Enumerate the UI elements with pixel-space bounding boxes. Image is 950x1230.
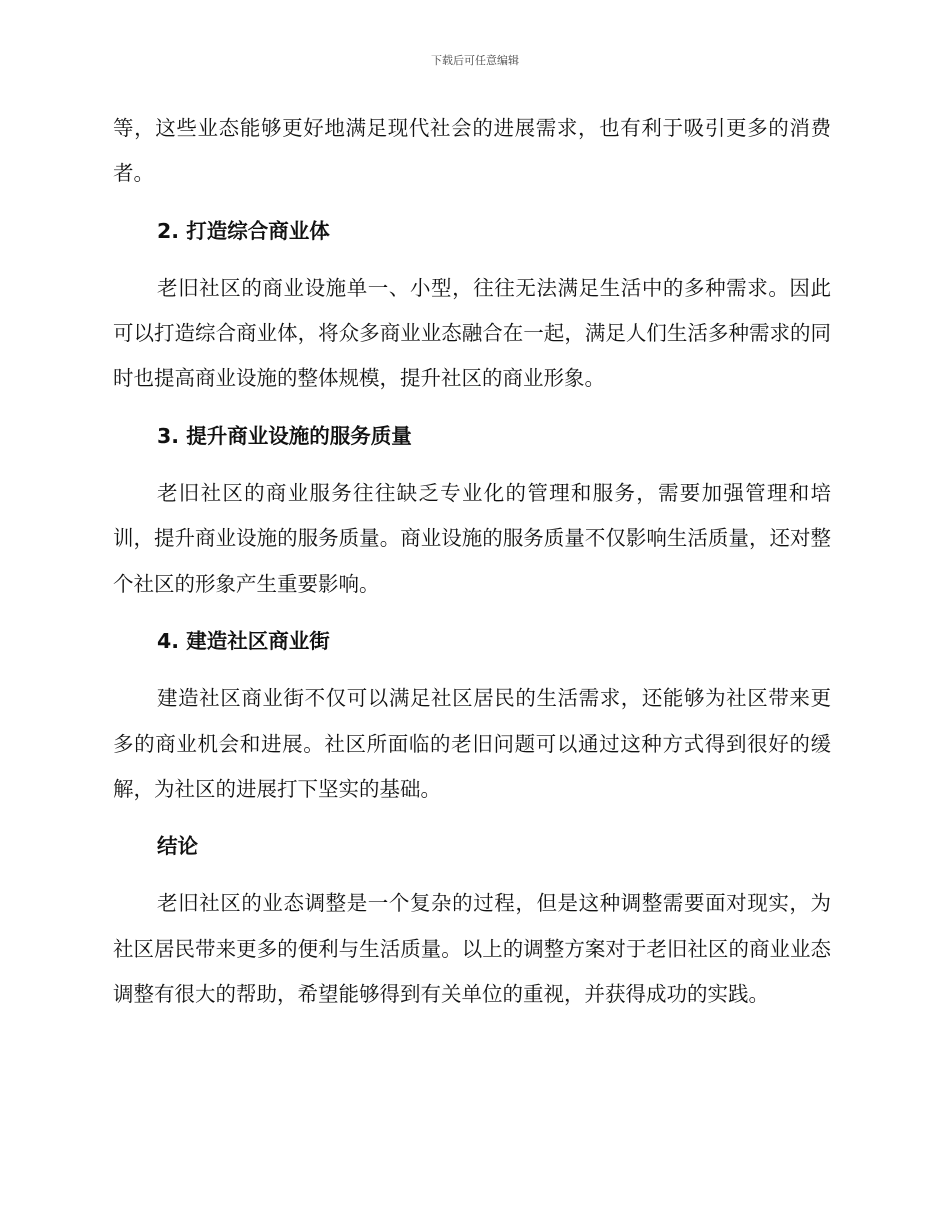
section-3-heading: 3. 提升商业设施的服务质量 bbox=[157, 423, 412, 448]
conclusion-paragraph: 老旧社区的业态调整是一个复杂的过程，但是这种调整需要面对现实，为社区居民带来更多的便利与生活质量。以上的调整方案对于老旧社区的商业业态调整有很大的帮助，希望能够得到有关单位的重视，并获得成功的实践。 bbox=[113, 891, 831, 1007]
conclusion-heading: 结论 bbox=[157, 834, 198, 859]
intro-continuation-paragraph: 等，这些业态能够更好地满足现代社会的进展需求，也有利于吸引更多的消费者。 bbox=[113, 116, 831, 186]
page-header: 下载后可任意编辑 bbox=[431, 54, 519, 67]
section-4-paragraph: 建造社区商业街不仅可以满足社区居民的生活需求，还能够为社区带来更多的商业机会和进展。社区所面临的老旧问题可以通过这种方式得到很好的缓解，为社区的进展打下坚实的基础。 bbox=[113, 686, 831, 801]
section-2-heading: 2. 打造综合商业体 bbox=[157, 218, 330, 243]
section-4-heading: 4. 建造社区商业街 bbox=[157, 628, 330, 653]
section-3-paragraph: 老旧社区的商业服务往往缺乏专业化的管理和服务，需要加强管理和培训，提升商业设施的服务质量。商业设施的服务质量不仅影响生活质量，还对整个社区的形象产生重要影响。 bbox=[113, 481, 831, 596]
section-2-paragraph: 老旧社区的商业设施单一、小型，往往无法满足生活中的多种需求。因此可以打造综合商业体，将众多商业业态融合在一起，满足人们生活多种需求的同时也提高商业设施的整体规模，提升社区的商业形象。 bbox=[113, 275, 831, 391]
document-body bbox=[113, 106, 831, 1017]
